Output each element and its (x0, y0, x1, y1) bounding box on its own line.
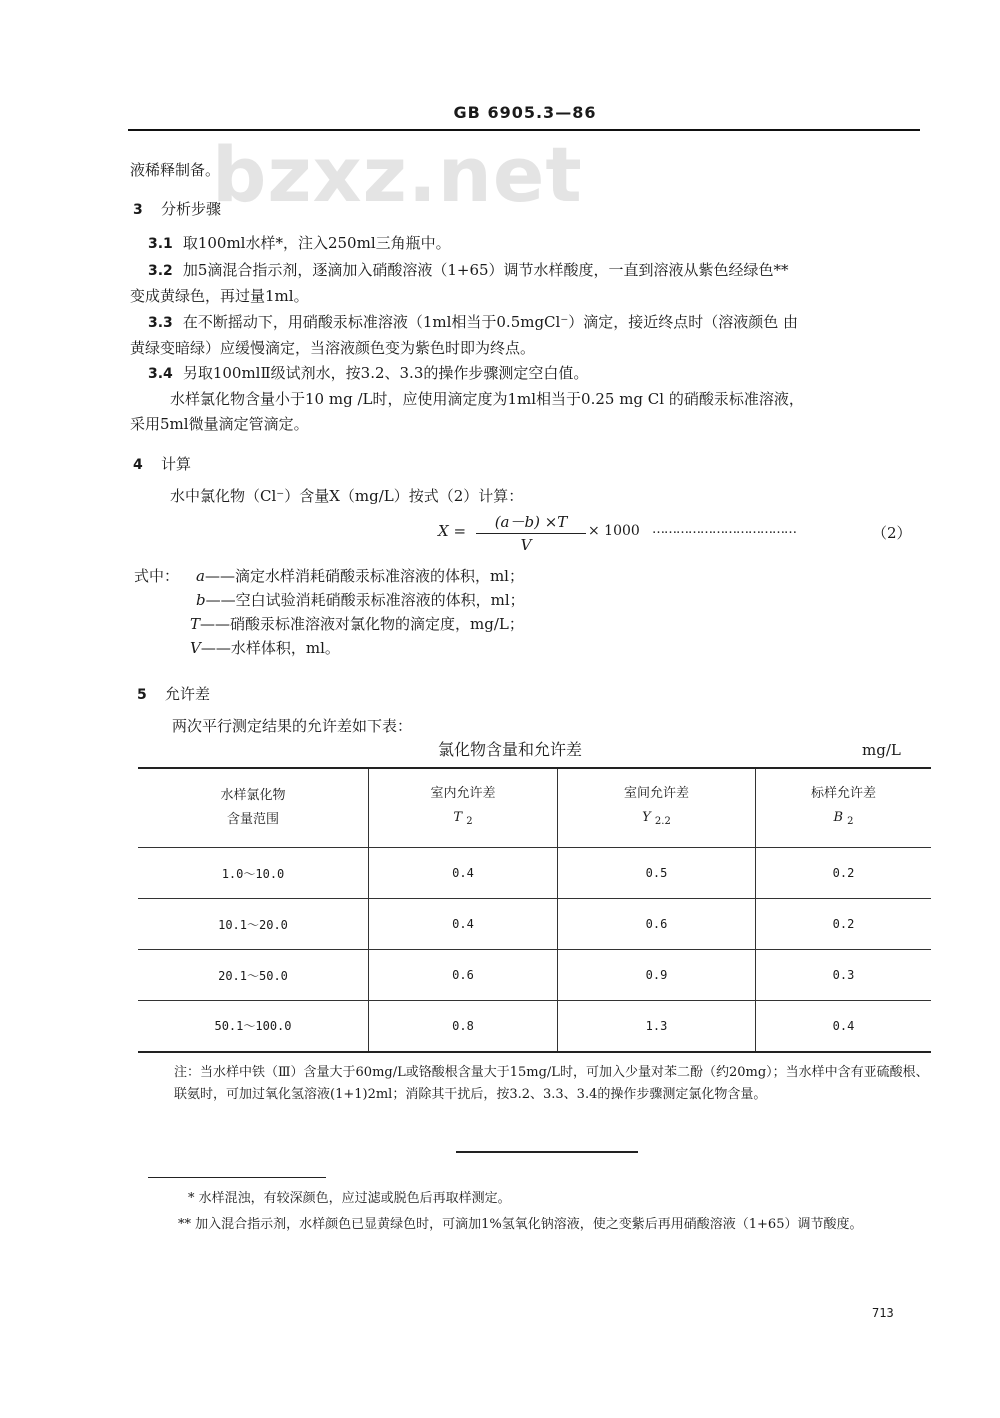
tolerance-table (138, 767, 931, 1053)
page-number: 713 (872, 1306, 894, 1320)
variable-b: b——空白试验消耗硝酸汞标准溶液的体积，ml； (196, 591, 525, 609)
section-number: 3 (133, 202, 143, 218)
formula-factor: × 1000 (588, 523, 640, 539)
step-3-2-cont: 变成黄绿色，再过量1ml。 (130, 287, 309, 305)
section-4-intro: 水中氯化物（Cl⁻）含量X（mg/L）按式（2）计算： (170, 487, 524, 505)
step-3-2: 3.2 加5滴混合指示剂，逐滴加入硝酸溶液（1+65）调节水样酸度，一直到溶液从紫色经绿色** (148, 261, 789, 279)
variable-v: V——水样体积，ml。 (190, 639, 340, 657)
where-label: 式中： (134, 567, 180, 585)
table-row: 1.0～10.0 0.4 0.5 0.2 (138, 848, 931, 899)
fraction-bar (476, 533, 586, 534)
table-note: 注：当水样中铁（Ⅲ）含量大于60mg/L或铬酸根含量大于15mg/L时，可加入少量对苯二酚（约20mg）；当水样中含有亚硫酸根、联氨时，可加过氧化氢溶液(1+1)2ml；消除其干扰后，按3.2、3.3、3.4的操作步骤测定氯化物含量。 (174, 1065, 929, 1102)
table-unit: mg/L (862, 741, 901, 759)
formula-numerator: (a－b) ×T (494, 513, 568, 531)
table-row: 50.1～100.0 0.8 1.3 0.4 (138, 1001, 931, 1052)
section-4-heading (133, 453, 191, 474)
section-3-heading (133, 198, 221, 219)
footnote-rule (148, 1177, 326, 1178)
variable-a: a——滴定水样消耗硝酸汞标准溶液的体积，ml； (196, 567, 524, 585)
table-row: 10.1～20.0 0.4 0.6 0.2 (138, 899, 931, 950)
step-3-4: 3.4 另取100mlⅡ级试剂水，按3.2、3.3的操作步骤测定空白值。 (148, 364, 589, 382)
header-interlab: 室间允许差 Y $_{2.2}$ (558, 768, 756, 848)
section-title: 计算 (161, 455, 192, 473)
formula-denominator: V (520, 536, 532, 554)
header-intralab: 室内允许差 T $_2$ (369, 768, 558, 848)
header-rule (128, 129, 920, 131)
section-5-heading (137, 683, 210, 704)
formula-leader: ……………………………… (652, 522, 796, 537)
formula-lhs: X = (438, 522, 467, 540)
section-number: 4 (133, 457, 143, 473)
equation-number: （2） (872, 524, 912, 542)
section-title: 允许差 (165, 685, 211, 703)
header-range: 水样氯化物 含量范围 (220, 788, 286, 827)
section-title: 分析步骤 (161, 200, 222, 218)
table-header-row (138, 768, 931, 848)
continuation-text: 液稀释制备。 (130, 161, 221, 179)
table-title: 氯化物含量和允许差 (438, 740, 583, 759)
watermark: bzxz.net (212, 130, 583, 219)
section-number: 5 (137, 687, 147, 703)
variable-t: T——硝酸汞标准溶液对氯化物的滴定度，mg/L； (190, 615, 524, 633)
section-3-paragraph-cont: 采用5ml微量滴定管滴定。 (130, 415, 309, 433)
footnote-2: ** 加入混合指示剂，水样颜色已显黄绿色时，可滴加1%氢氧化钠溶液，使之变紫后再用硝酸溶液（1+65）调节酸度。 (178, 1217, 863, 1232)
header-standard: 标样允许差 B $_2$ (756, 768, 932, 848)
step-3-1: 3.1 取100ml水样*，注入250ml三角瓶中。 (148, 234, 451, 252)
section-5-intro: 两次平行测定结果的允许差如下表： (172, 717, 413, 735)
step-3-3-cont: 黄绿变暗绿）应缓慢滴定，当溶液颜色变为紫色时即为终点。 (130, 339, 536, 357)
standard-header: GB 6905.3—86 (453, 103, 597, 122)
end-rule (456, 1151, 638, 1153)
step-3-3: 3.3 在不断摇动下，用硝酸汞标准溶液（1ml相当于0.5mgCl⁻）滴定，接近终点时（溶液颜色 由 (148, 313, 799, 331)
footnote-1: * 水样混浊，有较深颜色，应过滤或脱色后再取样测定。 (188, 1191, 511, 1206)
section-3-paragraph: 水样氯化物含量小于10 mg /L时，应使用滴定度为1ml相当于0.25 mg Cl 的硝酸汞标准溶液， (170, 390, 804, 408)
table-row: 20.1～50.0 0.6 0.9 0.3 (138, 950, 931, 1001)
